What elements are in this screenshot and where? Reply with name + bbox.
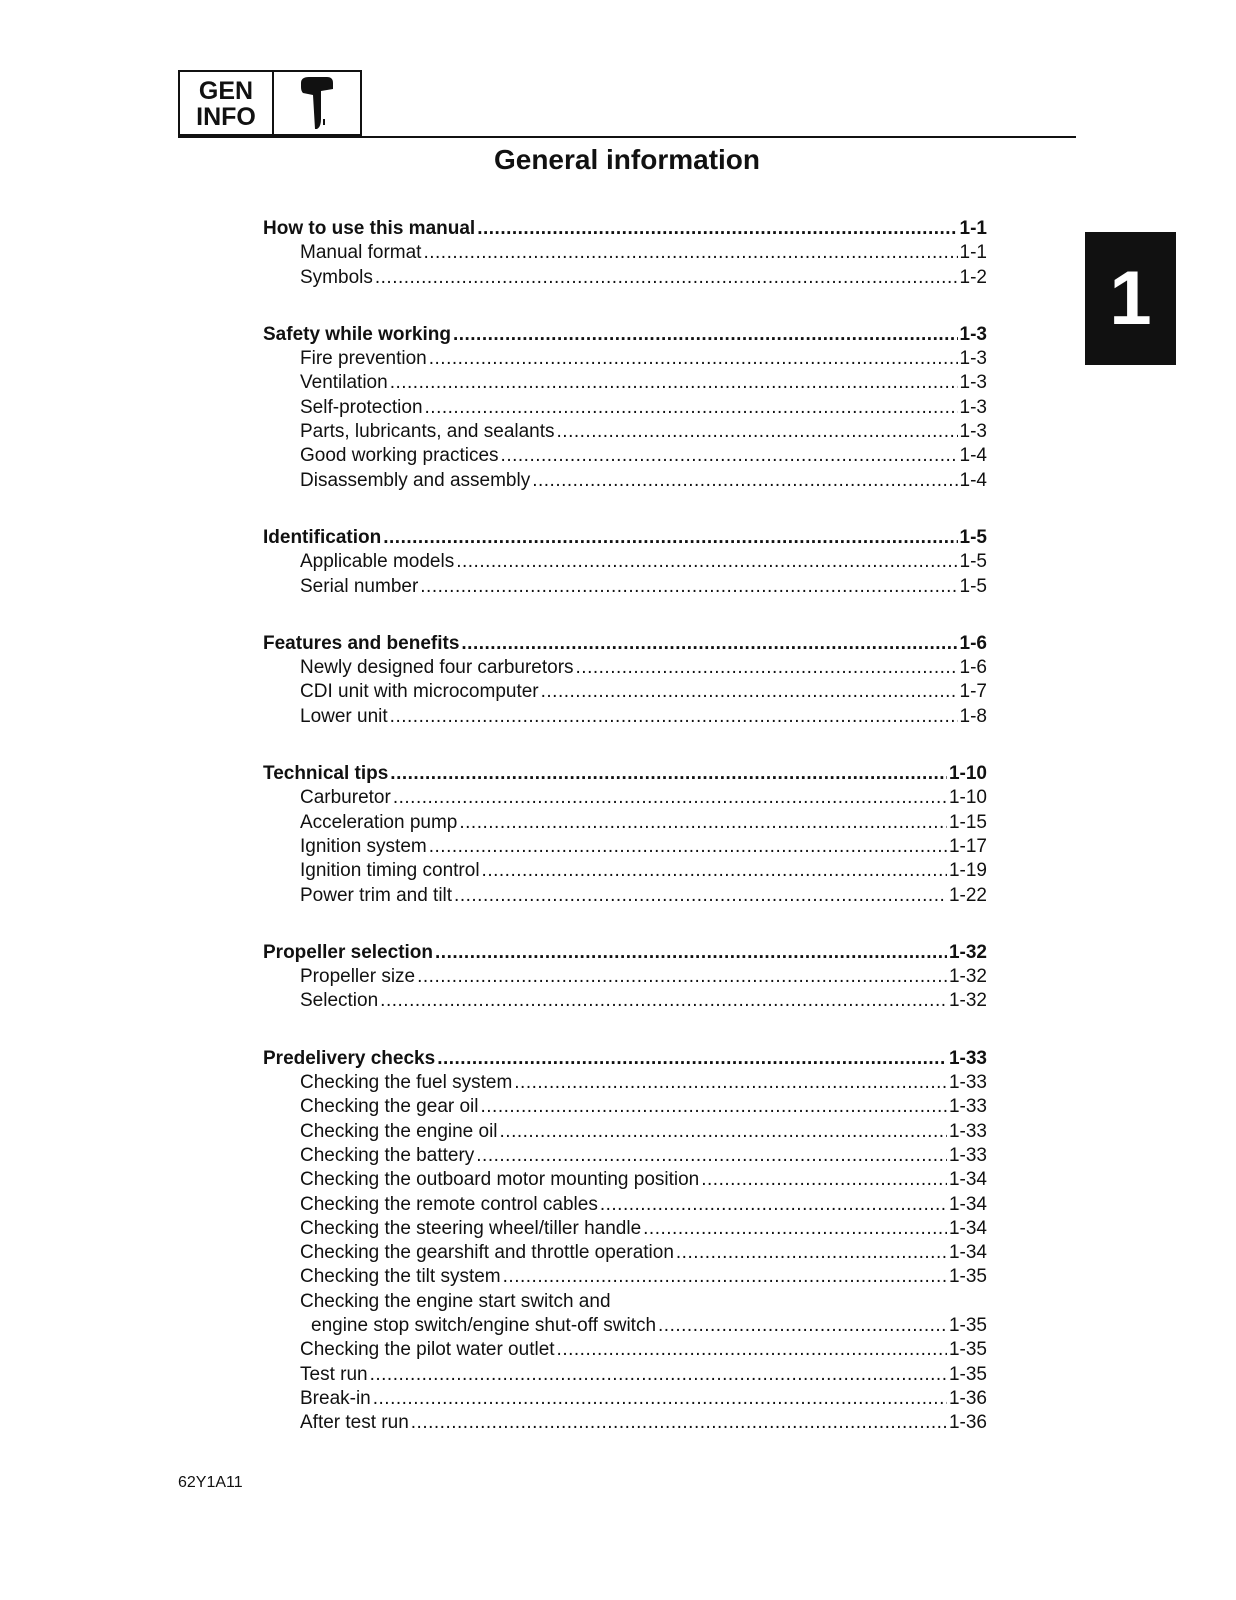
dot-leader xyxy=(476,1145,947,1167)
dot-leader xyxy=(380,990,947,1012)
toc-page-number: 1-34 xyxy=(948,1242,987,1264)
toc-section xyxy=(263,1048,987,1437)
dot-leader xyxy=(393,787,947,809)
dot-leader xyxy=(437,1048,947,1070)
dot-leader xyxy=(456,551,957,573)
toc-page-number: 1-4 xyxy=(959,469,987,491)
dot-leader xyxy=(390,372,958,394)
toc-page-number: 1-17 xyxy=(948,835,987,857)
toc-page-number: 1-15 xyxy=(948,811,987,833)
toc-entry-title: Safety while working xyxy=(263,323,451,345)
dot-leader xyxy=(477,218,957,240)
table-of-contents xyxy=(263,218,987,1469)
toc-page-number: 1-22 xyxy=(948,884,987,906)
toc-entry[interactable] xyxy=(263,348,987,372)
toc-page-number: 1-8 xyxy=(959,705,987,727)
toc-entry-title: How to use this manual xyxy=(263,218,476,239)
toc-entry[interactable] xyxy=(263,421,987,445)
toc-entry-title: Symbols xyxy=(300,266,373,288)
dot-leader xyxy=(390,706,958,728)
toc-page-number: 1-1 xyxy=(959,218,987,239)
page-title: General information xyxy=(493,144,761,175)
toc-entry[interactable] xyxy=(263,657,987,681)
toc-page-number: 1-10 xyxy=(948,763,987,785)
toc-entry-title: Applicable models xyxy=(300,551,455,573)
toc-entry[interactable] xyxy=(263,242,987,266)
toc-entry-title: Checking the fuel system xyxy=(300,1072,513,1094)
toc-page-number: 1-3 xyxy=(959,323,987,345)
toc-entry-title: CDI unit with microcomputer xyxy=(300,681,539,703)
toc-page-number: 1-34 xyxy=(948,1169,987,1191)
toc-entry-title: Test run xyxy=(300,1363,368,1385)
toc-page-number: 1-35 xyxy=(948,1363,987,1385)
toc-entry[interactable] xyxy=(263,1072,987,1096)
toc-section-heading[interactable] xyxy=(263,1048,987,1072)
toc-entry-title: After test run xyxy=(300,1412,409,1434)
dot-leader xyxy=(501,445,958,467)
toc-entry[interactable] xyxy=(263,1291,987,1315)
dot-leader xyxy=(425,397,958,419)
toc-page-number: 1-33 xyxy=(948,1144,987,1166)
header-rule xyxy=(178,136,1076,138)
toc-entry-title: Checking the engine oil xyxy=(300,1120,498,1142)
dot-leader xyxy=(370,1364,947,1386)
toc-page-number: 1-6 xyxy=(959,657,987,679)
toc-entry-title: Checking the steering wheel/tiller handle xyxy=(300,1217,642,1239)
toc-entry[interactable] xyxy=(263,681,987,705)
chapter-tab: 1 xyxy=(1085,232,1176,365)
toc-entry-title: Checking the remote control cables xyxy=(300,1193,598,1215)
toc-entry-title: Lower unit xyxy=(300,705,388,727)
dot-leader xyxy=(453,324,958,346)
toc-entry[interactable] xyxy=(263,885,987,909)
toc-section-heading[interactable] xyxy=(263,324,987,348)
toc-entry[interactable] xyxy=(263,1412,987,1436)
dot-leader xyxy=(532,470,957,492)
toc-entry[interactable] xyxy=(263,1339,987,1363)
toc-entry-title: Disassembly and assembly xyxy=(300,469,531,491)
toc-entry[interactable] xyxy=(263,787,987,811)
toc-entry-title: Checking the engine start switch and xyxy=(300,1290,611,1312)
dot-leader xyxy=(503,1266,947,1288)
toc-entry-title: Checking the outboard motor mounting position xyxy=(300,1169,700,1191)
toc-page-number: 1-33 xyxy=(948,1072,987,1094)
toc-page-number: 1-34 xyxy=(948,1193,987,1215)
toc-page-number: 1-36 xyxy=(948,1387,987,1409)
dot-leader xyxy=(576,657,958,679)
dot-leader xyxy=(429,348,958,370)
toc-page-number: 1-3 xyxy=(959,396,987,418)
toc-page-number: 1-33 xyxy=(948,1120,987,1142)
toc-entry[interactable] xyxy=(263,470,987,494)
toc-entry[interactable] xyxy=(263,1121,987,1145)
toc-page-number: 1-10 xyxy=(948,787,987,809)
toc-section-heading[interactable] xyxy=(263,218,987,242)
toc-page-number: 1-32 xyxy=(948,941,987,963)
dot-leader xyxy=(417,966,947,988)
toc-section xyxy=(263,527,987,600)
toc-entry[interactable] xyxy=(263,445,987,469)
toc-entry[interactable] xyxy=(263,990,987,1014)
toc-page-number: 1-5 xyxy=(959,526,987,548)
toc-entry[interactable] xyxy=(263,836,987,860)
toc-entry-title: Break-in xyxy=(300,1387,371,1409)
toc-entry[interactable] xyxy=(263,1194,987,1218)
toc-entry-title: Checking the battery xyxy=(300,1144,475,1166)
dot-leader xyxy=(541,681,958,703)
toc-page-number: 1-4 xyxy=(959,445,987,467)
toc-entry-title: Checking the gear oil xyxy=(300,1096,479,1118)
toc-section xyxy=(263,942,987,1015)
dot-leader xyxy=(420,576,957,598)
toc-section xyxy=(263,218,987,291)
toc-entry[interactable] xyxy=(263,551,987,575)
toc-entry[interactable] xyxy=(263,1315,987,1339)
toc-section-heading[interactable] xyxy=(263,763,987,787)
toc-entry-title: engine stop switch/engine shut-off switch xyxy=(311,1314,657,1336)
toc-entry-title: Ignition system xyxy=(300,835,427,857)
toc-page-number: 1-1 xyxy=(959,242,987,264)
toc-entry[interactable] xyxy=(263,812,987,836)
toc-entry-title: Propeller size xyxy=(300,966,416,988)
toc-section xyxy=(263,324,987,494)
toc-page-number: 1-19 xyxy=(948,860,987,882)
toc-entry-title: Ignition timing control xyxy=(300,860,480,882)
toc-section-heading[interactable] xyxy=(263,633,987,657)
dot-leader xyxy=(435,942,947,964)
toc-entry[interactable] xyxy=(263,966,987,990)
document-code: 62Y1A11 xyxy=(178,1474,243,1491)
dot-leader xyxy=(454,885,947,907)
toc-entry[interactable] xyxy=(263,1145,987,1169)
dot-leader xyxy=(423,242,957,264)
toc-entry[interactable] xyxy=(263,267,987,291)
toc-page-number: 1-35 xyxy=(948,1266,987,1288)
dot-leader xyxy=(701,1169,947,1191)
toc-entry-title: Parts, lubricants, and sealants xyxy=(300,421,555,443)
toc-page-number: 1-7 xyxy=(959,681,987,703)
toc-entry-title: Self-protection xyxy=(300,396,423,418)
toc-entry-title: Good working practices xyxy=(300,445,499,467)
dot-leader xyxy=(643,1218,947,1240)
toc-entry[interactable] xyxy=(263,860,987,884)
outboard-motor-icon xyxy=(274,72,360,134)
toc-page-number: 1-33 xyxy=(948,1047,987,1069)
toc-page-number: 1-2 xyxy=(959,266,987,288)
dot-leader xyxy=(482,860,947,882)
toc-entry[interactable] xyxy=(263,1388,987,1412)
dot-leader xyxy=(461,633,957,655)
toc-entry[interactable] xyxy=(263,1364,987,1388)
toc-entry-title: Identification xyxy=(263,526,382,548)
dot-leader xyxy=(429,836,947,858)
toc-page-number: 1-36 xyxy=(948,1412,987,1434)
toc-entry[interactable] xyxy=(263,1169,987,1193)
toc-page-number: 1-5 xyxy=(959,575,987,597)
toc-entry[interactable] xyxy=(263,397,987,421)
dot-leader xyxy=(383,527,957,549)
section-tab-box xyxy=(178,70,362,136)
toc-page-number: 1-34 xyxy=(948,1217,987,1239)
toc-entry[interactable] xyxy=(263,1266,987,1290)
toc-page-number: 1-5 xyxy=(959,551,987,573)
toc-page-number: 1-32 xyxy=(948,966,987,988)
toc-section-heading[interactable] xyxy=(263,527,987,551)
toc-entry-title: Fire prevention xyxy=(300,348,427,370)
toc-page-number: 1-6 xyxy=(959,632,987,654)
dot-leader xyxy=(481,1096,947,1118)
toc-page-number: 1-35 xyxy=(948,1314,987,1336)
dot-leader xyxy=(375,267,958,289)
toc-page-number: 1-3 xyxy=(959,421,987,443)
dot-leader xyxy=(557,421,958,443)
toc-entry-title: Acceleration pump xyxy=(300,811,458,833)
dot-leader xyxy=(500,1121,947,1143)
toc-page-number: 1-32 xyxy=(948,990,987,1012)
toc-page-number: 1-33 xyxy=(948,1096,987,1118)
dot-leader xyxy=(600,1194,947,1216)
toc-entry-title: Carburetor xyxy=(300,787,391,809)
toc-entry[interactable] xyxy=(263,576,987,600)
toc-section xyxy=(263,763,987,909)
toc-entry-title: Technical tips xyxy=(263,763,389,785)
dot-leader xyxy=(514,1072,947,1094)
toc-entry-title: Power trim and tilt xyxy=(300,884,453,906)
toc-entry-title: Predelivery checks xyxy=(263,1047,436,1069)
toc-entry-title: Checking the pilot water outlet xyxy=(300,1339,555,1361)
toc-entry-title: Manual format xyxy=(300,242,422,264)
tab-label-line2: INFO xyxy=(196,103,256,131)
dot-leader xyxy=(390,763,947,785)
section-tab-label xyxy=(180,72,274,134)
toc-entry-title: Serial number xyxy=(300,575,419,597)
toc-entry-title: Newly designed four carburetors xyxy=(300,657,574,679)
toc-entry-title: Features and benefits xyxy=(263,632,460,654)
dot-leader xyxy=(373,1388,947,1410)
toc-entry[interactable] xyxy=(263,1096,987,1120)
toc-entry[interactable] xyxy=(263,706,987,730)
toc-page-number: 1-3 xyxy=(959,348,987,370)
toc-entry-title: Checking the tilt system xyxy=(300,1266,501,1288)
toc-section-heading[interactable] xyxy=(263,942,987,966)
dot-leader xyxy=(676,1242,947,1264)
dot-leader xyxy=(459,812,947,834)
toc-entry[interactable] xyxy=(263,372,987,396)
toc-entry-title: Propeller selection xyxy=(263,941,434,963)
toc-entry-title: Selection xyxy=(300,990,379,1012)
dot-leader xyxy=(658,1315,947,1337)
toc-entry[interactable] xyxy=(263,1242,987,1266)
toc-page-number: 1-35 xyxy=(948,1339,987,1361)
tab-label-line1: GEN xyxy=(198,77,254,105)
toc-entry-title: Ventilation xyxy=(300,372,388,394)
toc-section xyxy=(263,633,987,730)
dot-leader xyxy=(557,1339,947,1361)
toc-page-number: 1-3 xyxy=(959,372,987,394)
dot-leader xyxy=(411,1412,947,1434)
toc-entry-title: Checking the gearshift and throttle operation xyxy=(300,1242,674,1264)
toc-entry[interactable] xyxy=(263,1218,987,1242)
